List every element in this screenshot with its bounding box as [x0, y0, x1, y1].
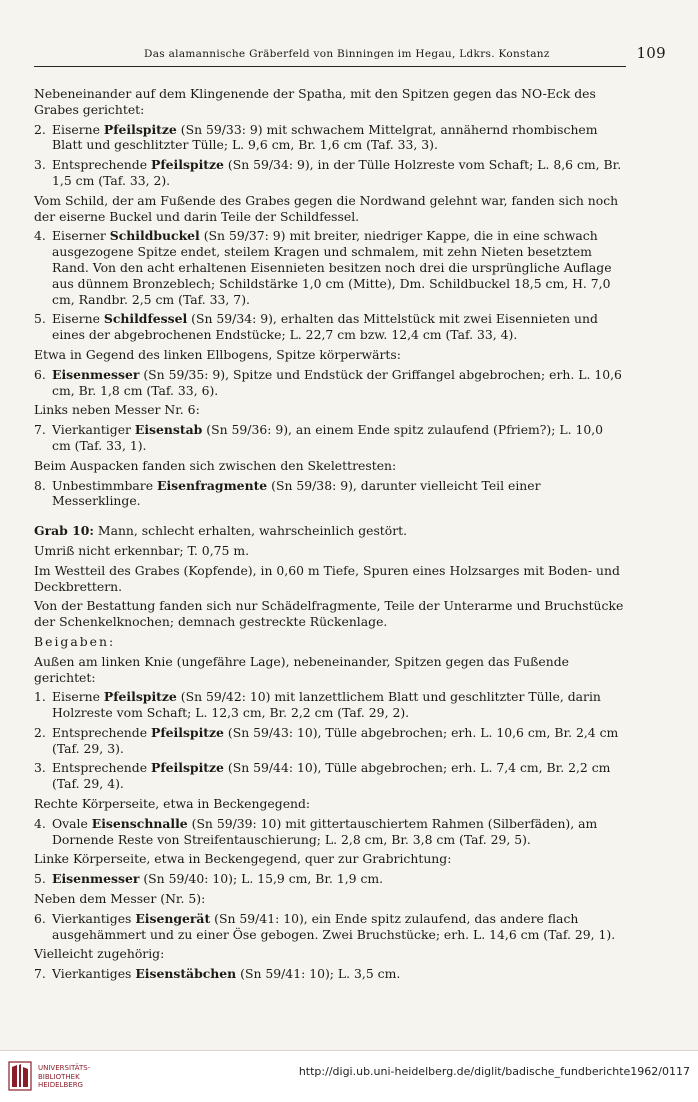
item-lead: Unbestimmbare	[52, 477, 157, 493]
item-term: Eisenmesser	[52, 871, 140, 887]
viewer-footer	[0, 1050, 698, 1102]
list-item	[34, 228, 624, 307]
item-number: 4.	[34, 228, 46, 244]
item-text: (Sn 59/43: 10), Tülle abgebrochen; erh. L. 10,6 cm, Br. 2,4 cm (Taf. 29, 3).	[52, 724, 619, 756]
document-body	[34, 86, 624, 986]
item-lead: Vierkantiger	[52, 422, 135, 438]
item-lead: Vierkantiges	[52, 910, 136, 926]
item-text: (Sn 59/40: 10); L. 15,9 cm, Br. 1,9 cm.	[139, 871, 384, 887]
item-text: (Sn 59/41: 10); L. 3,5 cm.	[236, 966, 401, 982]
grave-heading	[34, 523, 624, 539]
item-text: (Sn 59/39: 10) mit gittertauschiertem Rahmen (Silberfäden), am Dornende Reste von Streifentauschierung; L. 2,8 cm, Br. 3,8 cm (Taf. 29, 5).	[52, 815, 598, 847]
running-title: Das alamannische Gräberfeld von Binningen im Hegau, Ldkrs. Konstanz	[144, 48, 550, 60]
list-item	[34, 311, 624, 343]
item-number: 8.	[34, 477, 46, 493]
paragraph: Neben dem Messer (Nr. 5):	[34, 891, 206, 907]
paragraph: Nebeneinander auf dem Klingenende der Spatha, mit den Spitzen gegen das NO-Eck des Grabes gerichtet:	[34, 86, 596, 117]
list-item	[34, 478, 624, 510]
paragraph: Rechte Körperseite, etwa in Beckengegend:	[34, 796, 311, 812]
paragraph: Etwa in Gegend des linken Ellbogens, Spitze körperwärts:	[34, 346, 401, 362]
item-number: 5.	[34, 311, 46, 327]
item-number: 3.	[34, 760, 46, 776]
list-item	[34, 725, 624, 757]
item-number: 4.	[34, 815, 46, 831]
list-item	[34, 911, 624, 943]
item-number: 7.	[34, 422, 46, 438]
list-item	[34, 760, 624, 792]
paragraph: Außen am linken Knie (ungefähre Lage), nebeneinander, Spitzen gegen das Fußende gerichtet:	[34, 653, 570, 685]
paragraph: Von der Bestattung fanden sich nur Schädelfragmente, Teile der Unterarme und Bruchstücke der Schenkelknochen; demnach gestreckte Rückenlage.	[34, 598, 624, 630]
item-text: (Sn 59/38: 9), darunter vielleicht Teil einer Messerklinge.	[52, 477, 541, 509]
item-term: Eisenstab	[134, 422, 203, 438]
paragraph: Vom Schild, der am Fußende des Grabes gegen die Nordwand gelehnt war, fanden sich noch der eiserne Buckel und darin Teile der Schildfessel.	[34, 192, 619, 224]
item-lead: Entsprechende	[52, 724, 151, 740]
list-item	[34, 966, 624, 982]
item-lead: Eiserne	[52, 121, 104, 137]
logo-line: UNIVERSITÄTS-	[38, 1064, 91, 1072]
item-lead: Eiserne	[52, 311, 104, 327]
item-lead: Eiserne	[52, 689, 104, 705]
item-term: Schildfessel	[103, 311, 188, 327]
item-term: Eisengerät	[135, 910, 211, 926]
page-number: 109	[636, 44, 666, 62]
item-term: Pfeilspitze	[103, 121, 177, 137]
item-text: (Sn 59/35: 9), Spitze und Endstück der Griffangel abgebrochen; erh. L. 10,6 cm, Br. 1,8 cm (Taf. 33, 6).	[52, 366, 622, 398]
item-number: 7.	[34, 966, 46, 982]
logo-line: HEIDELBERG	[38, 1081, 83, 1089]
item-lead: Entsprechende	[52, 760, 151, 776]
item-text: (Sn 59/34: 9), erhalten das Mittelstück mit zwei Eisennieten und eines der abgebrochenen Endstücke; L. 22,7 cm bzw. 12,4 cm (Taf. 33, 4).	[52, 311, 598, 343]
item-term: Pfeilspitze	[151, 157, 224, 173]
item-text: (Sn 59/37: 9) mit breiter, niedriger Kappe, die in eine schwach ausgezogene Spitze endet, steilem Kragen und schmalem, mit zehn Nieten besetztem Rand. Von den acht erhaltenen Eisennieten besitzen noch drei die ursprüngliche Auflage aus dünnem Bronzeblech; Schildstärke 1,0 cm (Mitte), Dm. Schildbuckel 18,5 cm, H. 7,0 cm, Randbr. 2,5 cm (Taf. 33, 7).	[52, 228, 612, 307]
paragraph: Umriß nicht erkennbar; T. 0,75 m.	[34, 542, 250, 558]
paragraph: Im Westteil des Grabes (Kopfende), in 0,60 m Tiefe, Spuren eines Holzsarges mit Boden- und Deckbrettern.	[34, 562, 620, 594]
item-lead: Vierkantiges	[52, 966, 136, 982]
paragraph: Links neben Messer Nr. 6:	[34, 402, 200, 418]
item-term: Schildbuckel	[109, 228, 200, 244]
item-text: (Sn 59/33: 9) mit schwachem Mittelgrat, annähernd rhombischem Blatt und geschlitzter Tülle; L. 9,6 cm, Br. 1,6 cm (Taf. 33, 3).	[52, 121, 598, 153]
item-number: 1.	[34, 689, 46, 705]
list-item	[34, 689, 624, 721]
list-item	[34, 816, 624, 848]
list-item	[34, 157, 624, 189]
paragraph: Linke Körperseite, etwa in Beckengegend, quer zur Grabrichtung:	[34, 851, 452, 867]
list-item	[34, 422, 624, 454]
header-rule	[34, 66, 626, 67]
grave-label: Grab 10:	[34, 523, 94, 539]
page-header	[34, 44, 666, 64]
item-text: (Sn 59/42: 10) mit lanzettlichem Blatt und geschlitzter Tülle, darin Holzreste vom Schaft; L. 12,3 cm, Br. 2,2 cm (Taf. 29, 2).	[52, 689, 601, 721]
item-text: (Sn 59/41: 10), ein Ende spitz zulaufend, das andere flach ausgehämmert und zu einer Öse gebogen. Zwei Bruchstücke; erh. L. 14,6 cm (Taf. 29, 1).	[52, 910, 616, 942]
item-term: Eisenschnalle	[91, 815, 188, 831]
item-number: 3.	[34, 157, 46, 173]
list-item	[34, 122, 624, 154]
item-term: Eisenstäbchen	[135, 966, 237, 982]
grave-description: Mann, schlecht erhalten, wahrscheinlich gestört.	[93, 523, 408, 539]
logo-line: BIBLIOTHEK	[38, 1072, 80, 1081]
section-gap	[34, 513, 624, 523]
item-lead: Eiserner	[52, 228, 110, 244]
university-logo-icon	[8, 1061, 32, 1091]
item-text: (Sn 59/34: 9), in der Tülle Holzreste vom Schaft; L. 8,6 cm, Br. 1,5 cm (Taf. 33, 2).	[52, 157, 622, 188]
beigaben-heading: Beigaben:	[34, 633, 116, 649]
paragraph: Beim Auspacken fanden sich zwischen den Skelettresten:	[34, 457, 397, 473]
item-term: Pfeilspitze	[151, 724, 224, 740]
item-lead: Ovale	[52, 815, 92, 831]
item-number: 2.	[34, 121, 46, 137]
list-item	[34, 367, 624, 399]
item-number: 6.	[34, 910, 46, 926]
item-lead: Entsprechende	[52, 157, 151, 173]
paragraph: Vielleicht zugehörig:	[34, 946, 165, 962]
item-number: 5.	[34, 871, 46, 887]
university-logo-text	[38, 1064, 128, 1090]
item-term: Pfeilspitze	[151, 760, 224, 776]
item-term: Eisenfragmente	[157, 477, 268, 493]
item-text: (Sn 59/36: 9), an einem Ende spitz zulaufend (Pfriem?); L. 10,0 cm (Taf. 33, 1).	[52, 422, 604, 453]
item-term: Eisenmesser	[52, 366, 140, 382]
item-number: 2.	[34, 724, 46, 740]
item-number: 6.	[34, 366, 46, 382]
item-term: Pfeilspitze	[103, 689, 177, 705]
permalink-url[interactable]: http://digi.ub.uni-heidelberg.de/diglit/badische_fundberichte1962/0117	[298, 1065, 690, 1078]
list-item	[34, 871, 624, 887]
item-text: (Sn 59/44: 10), Tülle abgebrochen; erh. L. 7,4 cm, Br. 2,2 cm (Taf. 29, 4).	[52, 760, 611, 792]
